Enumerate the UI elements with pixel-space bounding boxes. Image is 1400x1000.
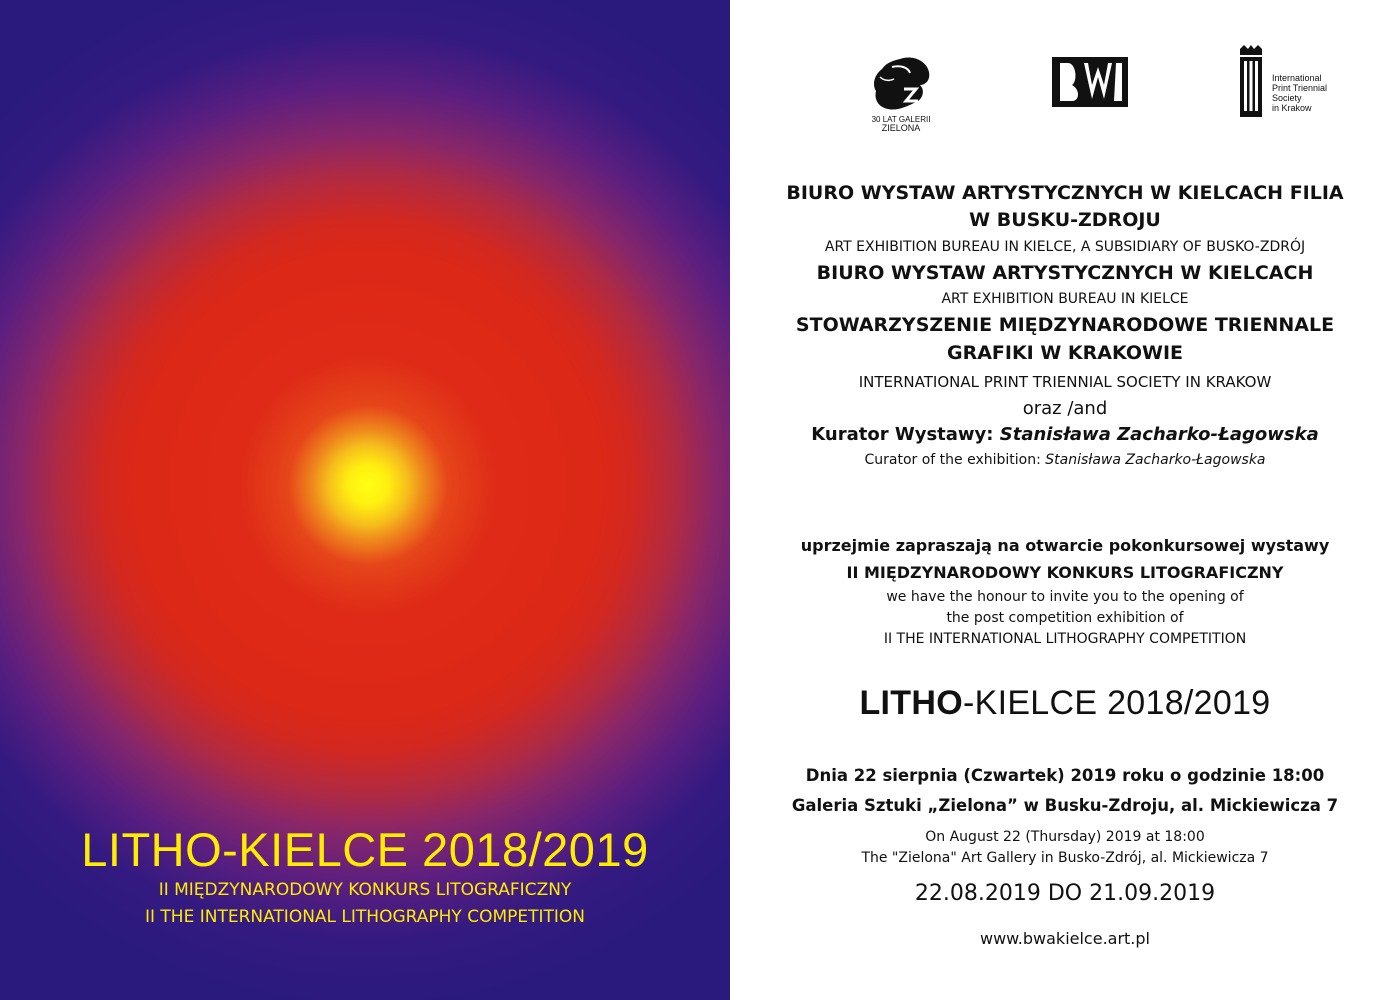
triennial-caption-line2: Print Triennial — [1272, 83, 1328, 93]
and-text: oraz /and — [1022, 398, 1108, 419]
zielona-caption-line2: ZIELONA — [881, 123, 921, 133]
invitation-pl-line2: II MIĘDZYNARODOWY KONKURS LITOGRAFICZNY — [846, 563, 1284, 582]
org2-name-pl: BIURO WYSTAW ARTYSTYCZNYCH W KIELCACH — [816, 262, 1314, 284]
zielona-caption-line1: 30 LAT GALERII — [871, 115, 931, 124]
event-venue-pl: Galeria Sztuki „Zielona” w Busku-Zdroju, al. Mickiewicza 7 — [791, 796, 1339, 815]
curator-name-en: Stanisława Zacharko-Łagowska — [1045, 452, 1266, 468]
curator-pl — [730, 424, 1400, 445]
event-venue-en: The "Zielona" Art Gallery in Busko-Zdrój, al. Mickiewicza 7 — [861, 850, 1269, 866]
bwa-logo — [1050, 55, 1130, 110]
invitation-en-line2: the post competition exhibition of — [946, 610, 1184, 626]
poster-title: LITHO-KIELCE 2018/2019 — [81, 823, 649, 876]
event-dates-range: 22.08.2019 DO 21.09.2019 — [914, 881, 1216, 906]
curator-en-label: Curator of the exhibition: — [864, 452, 1046, 468]
event-date-pl: Dnia 22 sierpnia (Czwartek) 2019 roku o godzinie 18:00 — [805, 766, 1325, 785]
invitation-en-line3: II THE INTERNATIONAL LITHOGRAPHY COMPETITION — [883, 631, 1247, 647]
zielona-logo — [870, 55, 940, 135]
triennial-caption-line1: International — [1272, 73, 1322, 83]
triennial-caption-line3: Society — [1272, 93, 1302, 103]
triennial-logo — [1238, 45, 1348, 120]
org3-name-pl-line1: STOWARZYSZENIE MIĘDZYNARODOWE TRIENNALE — [795, 314, 1335, 336]
event-title — [730, 684, 1400, 723]
invitation-en-line1: we have the honour to invite you to the opening of — [886, 589, 1244, 605]
tower-logo-icon — [1238, 45, 1264, 117]
org1-name-pl-line1: BIURO WYSTAW ARTYSTYCZNYCH W KIELCACH FILIA — [786, 182, 1344, 204]
triennial-caption-line4: in Krakow — [1272, 103, 1312, 113]
website-link[interactable]: www.bwakielce.art.pl — [980, 929, 1150, 948]
poster-subtitle-en: II THE INTERNATIONAL LITHOGRAPHY COMPETITION — [144, 907, 586, 927]
curator-pl-label: Kurator Wystawy: — [811, 424, 1000, 445]
poster-subtitle-pl: II MIĘDZYNARODOWY KONKURS LITOGRAFICZNY — [158, 880, 572, 900]
org2-name-en: ART EXHIBITION BUREAU IN KIELCE — [941, 291, 1189, 307]
brush-stroke-logo-icon — [870, 55, 934, 113]
org3-name-en: INTERNATIONAL PRINT TRIENNIAL SOCIETY IN KRAKOW — [858, 373, 1272, 391]
event-title-rest: -KIELCE 2018/2019 — [962, 684, 1271, 722]
org3-name-pl-line2: GRAFIKI W KRAKOWIE — [946, 342, 1184, 364]
invitation-panel — [730, 0, 1400, 1000]
curator-name-pl: Stanisława Zacharko-Łagowska — [999, 424, 1319, 445]
org1-name-en: ART EXHIBITION BUREAU IN KIELCE, A SUBSIDIARY OF BUSKO-ZDRÓJ — [824, 239, 1306, 255]
org1-name-pl-line2: W BUSKU-ZDROJU — [969, 209, 1161, 231]
event-title-bold: LITHO — [859, 684, 963, 722]
bwa-logo-icon — [1050, 55, 1130, 109]
event-date-en: On August 22 (Thursday) 2019 at 18:00 — [925, 829, 1205, 845]
invitation-pl-line1: uprzejmie zapraszają na otwarcie pokonkursowej wystawy — [800, 536, 1330, 555]
curator-en — [730, 452, 1400, 468]
